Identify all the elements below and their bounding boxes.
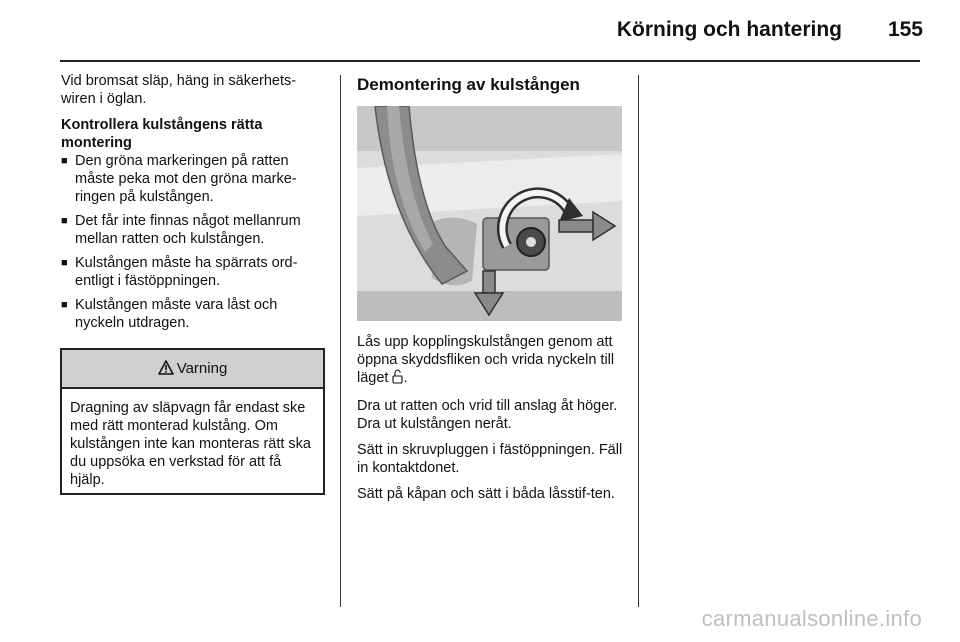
warning-header [62, 350, 323, 389]
intro-paragraph: Vid bromsat släp, häng in säkerhets-wiren i öglan. [61, 73, 297, 107]
warning-triangle-icon [158, 352, 174, 389]
list-item-text: Kulstången måste ha spärrats ord-entligt i fästöppningen. [75, 255, 298, 289]
page-number: 155 [887, 18, 923, 41]
left-column [61, 72, 325, 338]
unlocked-padlock-icon [392, 369, 403, 389]
unlock-text: Lås upp kopplingskulstången genom att öppna skyddsfliken och vrida nyckeln till läget [357, 334, 615, 386]
cover-paragraph: Sätt på kåpan och sätt i båda låsstif-ten. [357, 486, 615, 502]
bullet-square-icon: ■ [61, 215, 68, 227]
check-heading: Kontrollera kulstångens rätta montering [61, 117, 263, 151]
bullet-square-icon: ■ [61, 155, 68, 167]
list-item [61, 254, 325, 290]
list-item-text: Den gröna markeringen på ratten måste peka mot den gröna marke-ringen på kulstången. [75, 153, 297, 205]
warning-title: Varning [176, 360, 228, 377]
unlock-text-end: . [403, 370, 408, 386]
section-title: Demontering av kulstången [357, 75, 580, 94]
column-divider-right [638, 75, 639, 607]
header-divider [60, 60, 920, 62]
check-list [61, 152, 325, 332]
warning-text: Dragning av släpvagn får endast ske med rätt monterad kulstång. Om kulstången inte kan monteras rätt ska du uppsöka en verkstad för att få hjälp. [70, 400, 311, 488]
list-item-text: Det får inte finnas något mellanrum mellan ratten och kulstången. [75, 213, 301, 247]
list-item-text: Kulstången måste vara låst och nyckeln utdragen. [75, 297, 278, 331]
list-item [61, 296, 325, 332]
warning-box [60, 348, 325, 495]
column-divider-left [340, 75, 341, 607]
unlock-paragraph [357, 333, 625, 389]
list-item [61, 212, 325, 248]
list-item [61, 152, 325, 206]
pull-paragraph: Dra ut ratten och vrid till anslag åt höger. Dra ut kulstången neråt. [357, 398, 618, 432]
bullet-square-icon: ■ [61, 257, 68, 269]
page-header [0, 0, 960, 64]
header-title: Körning och hantering [616, 18, 842, 41]
towbar-removal-illustration [357, 106, 622, 321]
plug-paragraph: Sätt in skruvpluggen i fästöppningen. Fäll in kontaktdonet. [357, 442, 623, 476]
bullet-square-icon: ■ [61, 299, 68, 311]
watermark: carmanualsonline.info [701, 606, 922, 631]
middle-column [357, 76, 625, 511]
